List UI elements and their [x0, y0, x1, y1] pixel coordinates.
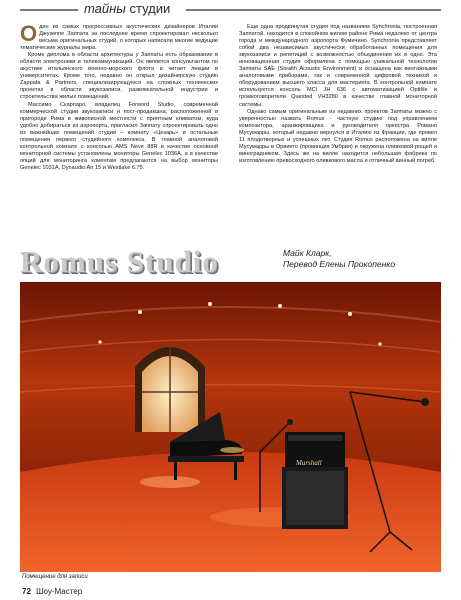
page-number: 72 [22, 587, 31, 596]
left-paragraph-3: Массимо Скарпаро, владелец Forword Studio, современной коммерческой студии звукозаписи и пост-продакшна, расположенной в пригороде Рима в живописной местности с приятным климатом, куда удобно добираться из аэропорта, пригласил Заппату спроектировать одно из важнейших помещений студии – комнату «Цезарь» и остальные помещения первого студийного комплекса. В главной аналоговой контрольной комнате с консолью AMS Neve 88R в качестве основной мониторной системы установлены мониторы Genelec 1036A, а в качестве опций для мониторинга клиентам предлагаются на выбор мониторы Genelec 1031A, Dynaudio Air 15 и Westlake 6.75. [20, 101, 218, 171]
section-title-main: тайны [84, 1, 126, 16]
author-name: Майк Кларк, [283, 248, 332, 258]
translator-credit: Перевод Елены Прокопенко [283, 259, 396, 269]
photo-caption: Помещение для записи [22, 574, 88, 580]
right-paragraph-2: Однако самым оригинальным из недавних проектов Заппаты можно с уверенностью назвать Romus - частную студию под управлением композитора, аранжировщика и руководителя оркестра Романо Мусумарры, который недавно вернулся в Италию из Франции, где провел 11 плодотворных и успешных лет. Студия Romus расположена на вилле Мусумарры в Орвието (провинция Умбрия) и окружена оливковой рощей и виноградником. Здесь же на вилле находится небольшая фабрика по изготовлению превосходного оливкового масла и отличный винный погреб. [239, 108, 437, 164]
article-headline: Romus Studio [20, 244, 219, 279]
left-paragraph-1 [20, 21, 218, 52]
publication-name: Шоу-Мастер [36, 587, 83, 596]
section-title [84, 1, 170, 16]
drop-cap: О [20, 21, 38, 46]
header-rule-right [186, 9, 441, 11]
right-paragraph-1: Еще одна продвинутая студия под названием Synchronia, построенная Заппатой, находится в спокойном жилом районе Рима недалеко от центра города и международного аэропорта Фумичино. Synchronia представляет собой два независимых акустически обработанных помещения для звукозаписи и репетиций с возможностью объединения их в одно. Эта инновационная студия оформлена с помощью уникальной технологии Заппаты SAE (Stealth Acoustic Environment) и оснащена как винтажными аналоговыми приборами, так и современной цифровой техникой и оборудованием высшего класса для мастеринга. В контрольной комнате используется консоль MCI JH 636 с автоматизацией Optifile и громкоговорители Quested VH3280 в качестве главной мониторной системы. [239, 24, 437, 108]
section-header [20, 2, 441, 16]
header-rule-left [20, 9, 78, 11]
left-paragraph-2: Кроме диплома в области архитектуры у Заппаты есть образование в области электроники и телекоммуникаций. Он является консультантом по акустике итальянского военно-морского флота и читает лекции в университетах. Кроме того, недавно он открыл дизайнерскую студию Zappata & Partners, специализирующуюся на сложных технических проектах в области звукозаписи, развлекательной индустрии и строительства жилых помещений. [20, 52, 218, 101]
studio-photo [20, 282, 441, 572]
left-paragraph-1-text: дин из самых прогрессивных акустических дизайнеров Италии Джузеппе Заппата за последнее время спроектировал несколько весьма оригинальных студий, о которых написали многие ведущие тематические журналы мира. [20, 24, 218, 52]
guitar-amplifier [282, 432, 348, 529]
left-column [20, 21, 218, 172]
amp-label: Marshall [296, 459, 322, 467]
section-title-sub: студии [129, 1, 171, 16]
page-footer [22, 587, 82, 596]
right-column [239, 24, 437, 165]
byline [283, 248, 395, 270]
studio-photo-illustration [20, 282, 441, 572]
